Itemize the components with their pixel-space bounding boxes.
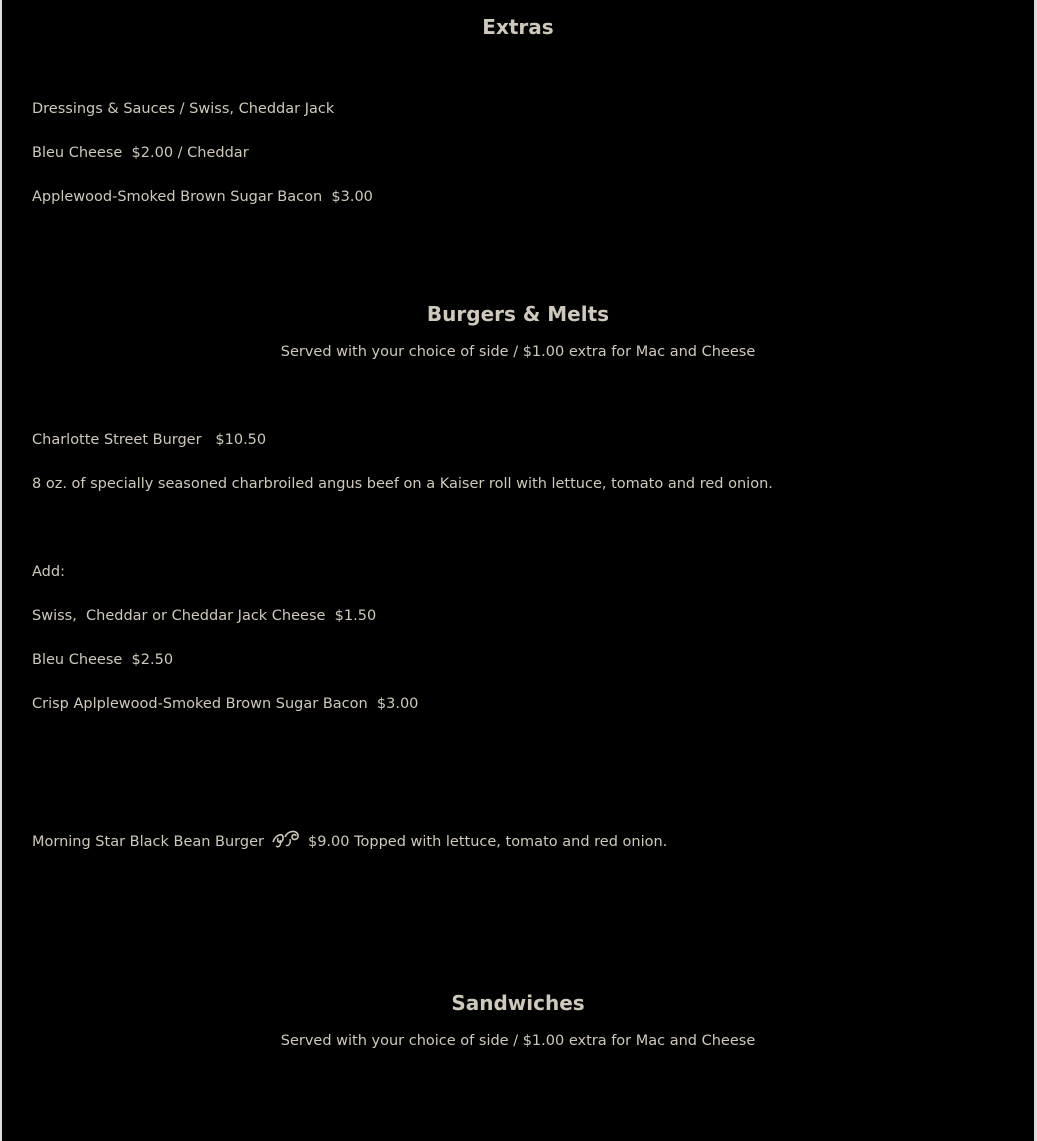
burgers-heading: Burgers & Melts xyxy=(426,302,610,326)
veggie-burger-line xyxy=(32,832,667,852)
veggie-burger-description: $9.00 Topped with lettuce, tomato and red onion. xyxy=(307,834,668,850)
sandwiches-subtitle: Served with your choice of side / $1.00 extra for Mac and Cheese xyxy=(280,1033,756,1049)
burger-item-name: Charlotte Street Burger $10.50 xyxy=(32,432,267,448)
vegetarian-icon xyxy=(270,828,302,850)
extras-line: Bleu Cheese $2.00 / Cheddar xyxy=(32,145,249,161)
extras-line: Applewood-Smoked Brown Sugar Bacon $3.00 xyxy=(32,189,373,205)
add-label: Add: xyxy=(32,564,65,580)
sandwiches-heading: Sandwiches xyxy=(451,991,585,1015)
veggie-burger-name: Morning Star Black Bean Burger xyxy=(32,834,264,850)
extras-line: Dressings & Sauces / Swiss, Cheddar Jack xyxy=(32,101,335,117)
burger-item-description: 8 oz. of specially seasoned charbroiled angus beef on a Kaiser roll with lettuce, tomato and red onion. xyxy=(32,476,773,492)
add-option: Crisp Aplplewood-Smoked Brown Sugar Bacon $3.00 xyxy=(32,696,419,712)
add-option: Bleu Cheese $2.50 xyxy=(32,652,174,668)
add-option: Swiss, Cheddar or Cheddar Jack Cheese $1.50 xyxy=(32,608,377,624)
burgers-subtitle: Served with your choice of side / $1.00 extra for Mac and Cheese xyxy=(280,344,756,360)
menu-page xyxy=(2,0,1034,1141)
extras-heading: Extras xyxy=(482,15,554,39)
